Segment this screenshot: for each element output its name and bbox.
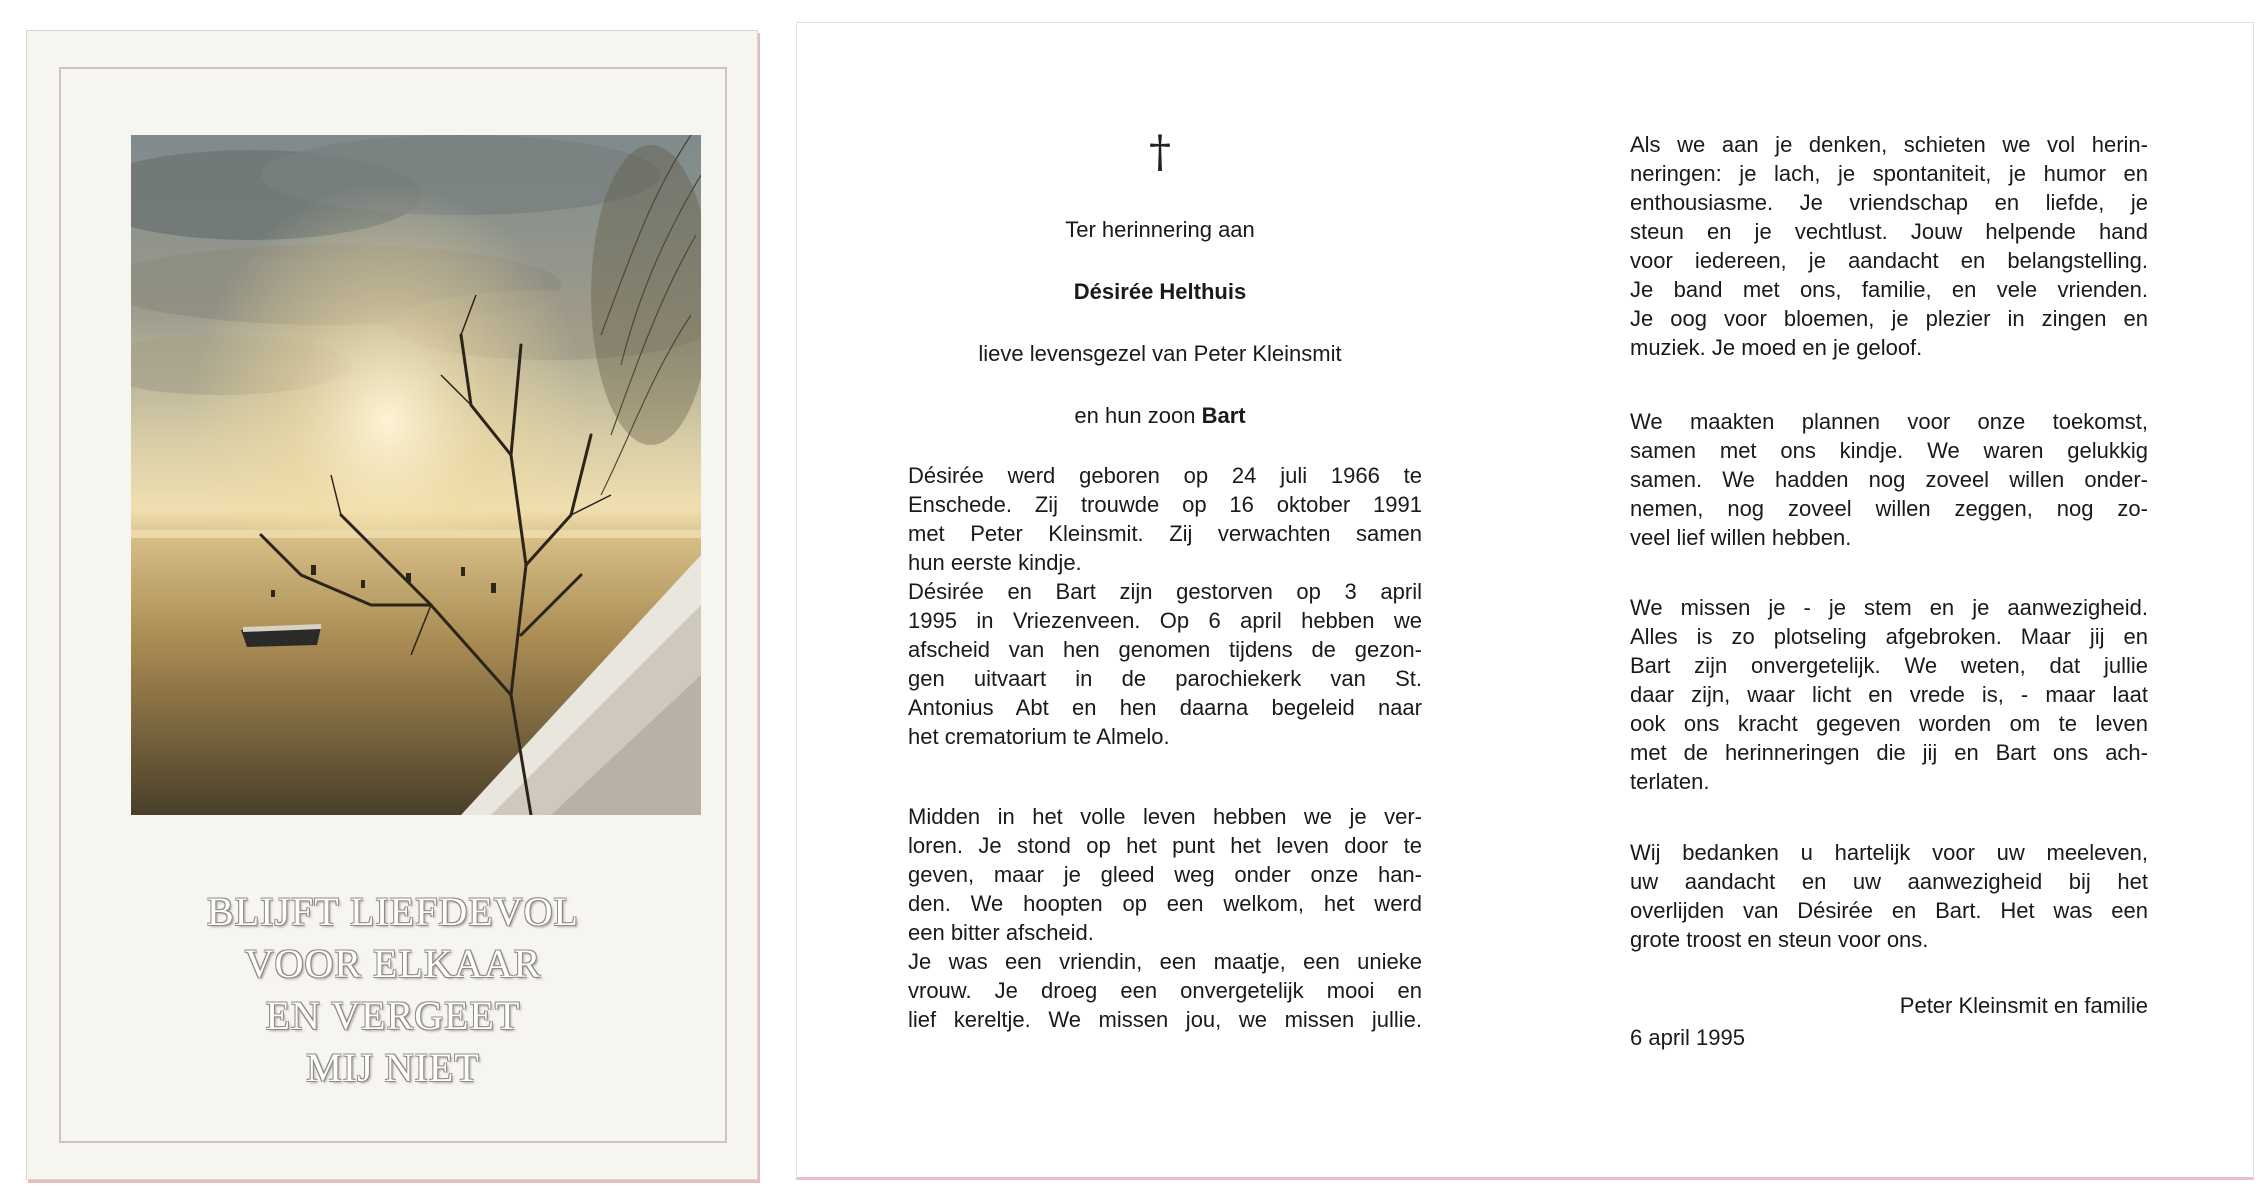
- relation-line: lieve levensgezel van Peter Kleinsmit: [978, 341, 1342, 366]
- date-text: 6 april 1995: [1630, 1025, 1745, 1050]
- son-name: Bart: [1201, 403, 1246, 428]
- text-line: nemen, nog zoveel willen zeggen, nog zo-: [1630, 496, 2148, 521]
- son-line: [900, 402, 1420, 430]
- text-line: een bitter afscheid.: [908, 920, 1094, 945]
- front-card: [26, 30, 758, 1180]
- text-line: Als we aan je denken, schieten we vol herin-: [1630, 132, 2148, 157]
- motto-line-1: BLIJFT LIEFDEVOL: [207, 889, 579, 934]
- right-paragraph-1: [1630, 130, 2148, 362]
- text-line: Midden in het volle leven hebben we je ver-: [908, 804, 1422, 829]
- text-line: terlaten.: [1630, 769, 1710, 794]
- son-prefix: en hun zoon: [1074, 403, 1196, 428]
- text-line: Alles is zo plotseling afgebroken. Maar jij en: [1630, 624, 2148, 649]
- motto-line-2: VOOR ELKAAR: [244, 941, 542, 986]
- text-line: grote troost en steun voor ons.: [1630, 927, 1929, 952]
- text-line: hun eerste kindje.: [908, 550, 1082, 575]
- relation-text: [900, 340, 1420, 368]
- date: [1630, 1023, 1930, 1052]
- text-line: afscheid van hen genomen tijdens de gezon-: [908, 637, 1422, 662]
- text-line: gen uitvaart in de parochiekerk van St.: [908, 666, 1422, 691]
- text-line: Je band met ons, familie, en vele vrienden.: [1630, 277, 2148, 302]
- text-line: Désirée en Bart zijn gestorven op 3 april: [908, 579, 1422, 604]
- text-line: Désirée werd geboren op 24 juli 1966 te: [908, 463, 1422, 488]
- left-paragraph-1: [908, 461, 1422, 751]
- right-paragraph-2: [1630, 407, 2148, 552]
- text-line: daar zijn, waar licht en vrede is, - maar laat: [1630, 682, 2148, 707]
- text-line: den. We hoopten op een welkom, het werd: [908, 891, 1422, 916]
- text-line: Antonius Abt en hen daarna begeleid naar: [908, 695, 1422, 720]
- motto-line-3: EN VERGEET: [265, 993, 521, 1038]
- text-line: loren. Je stond op het punt het leven door te: [908, 833, 1422, 858]
- motto-line-4: MIJ NIET: [306, 1045, 480, 1090]
- text-line: voor iedereen, je aandacht en belangstelling.: [1630, 248, 2148, 273]
- text-line: neringen: je lach, je spontaniteit, je humor en: [1630, 161, 2148, 186]
- text-line: enthousiasme. Je vriendschap en liefde, je: [1630, 190, 2148, 215]
- text-line: samen met ons kindje. We waren gelukkig: [1630, 438, 2148, 463]
- left-paragraph-2: [908, 802, 1422, 1034]
- text-line: Je was een vriendin, een maatje, een unieke: [908, 949, 1422, 974]
- signature-text: Peter Kleinsmit en familie: [1899, 993, 2148, 1018]
- winter-lake-sunset-photo: [131, 135, 701, 815]
- text-line: samen. We hadden nog zoveel willen onder-: [1630, 467, 2148, 492]
- text-line: veel lief willen hebben.: [1630, 525, 1852, 550]
- text-line: met de herinneringen die jij en Bart ons ach-: [1630, 740, 2148, 765]
- right-paragraph-3: [1630, 593, 2148, 796]
- text-line: vrouw. Je droeg een onvergetelijk mooi en: [908, 978, 1422, 1003]
- cross-icon: †: [1149, 127, 1171, 178]
- text-line: Enschede. Zij trouwde op 16 oktober 1991: [908, 492, 1422, 517]
- right-paragraph-4: [1630, 838, 2148, 954]
- text-line: overlijden van Désirée en Bart. Het was een: [1630, 898, 2148, 923]
- signature: [1630, 991, 2148, 1020]
- text-line: 1995 in Vriezenveen. Op 6 april hebben we: [908, 608, 1422, 633]
- text-line: Bart zijn onvergetelijk. We weten, dat jullie: [1630, 653, 2148, 678]
- intro-text: Ter herinnering aan: [1065, 217, 1255, 242]
- text-line: steun en je vechtlust. Jouw helpende hand: [1630, 219, 2148, 244]
- text-line: muziek. Je moed en je geloof.: [1630, 335, 1923, 360]
- text-line: het crematorium te Almelo.: [908, 724, 1170, 749]
- deceased-name: Désirée Helthuis: [1073, 279, 1247, 304]
- text-line: We maakten plannen voor onze toekomst,: [1630, 409, 2148, 434]
- text-line: met Peter Kleinsmit. Zij verwachten samen: [908, 521, 1422, 546]
- text-line: geven, maar je gleed weg onder onze han-: [908, 862, 1422, 887]
- text-line: We missen je - je stem en je aanwezigheid.: [1630, 595, 2148, 620]
- text-line: lief kereltje. We missen jou, we missen jullie.: [908, 1007, 1422, 1032]
- text-line: uw aandacht en uw aanwezigheid bij het: [1630, 869, 2148, 894]
- motto-text: [87, 886, 699, 1094]
- text-line: ook ons kracht gegeven worden om te leven: [1630, 711, 2148, 736]
- text-line: Je oog voor bloemen, je plezier in zingen en: [1630, 306, 2148, 331]
- text-line: Wij bedanken u hartelijk voor uw meeleven,: [1630, 840, 2148, 865]
